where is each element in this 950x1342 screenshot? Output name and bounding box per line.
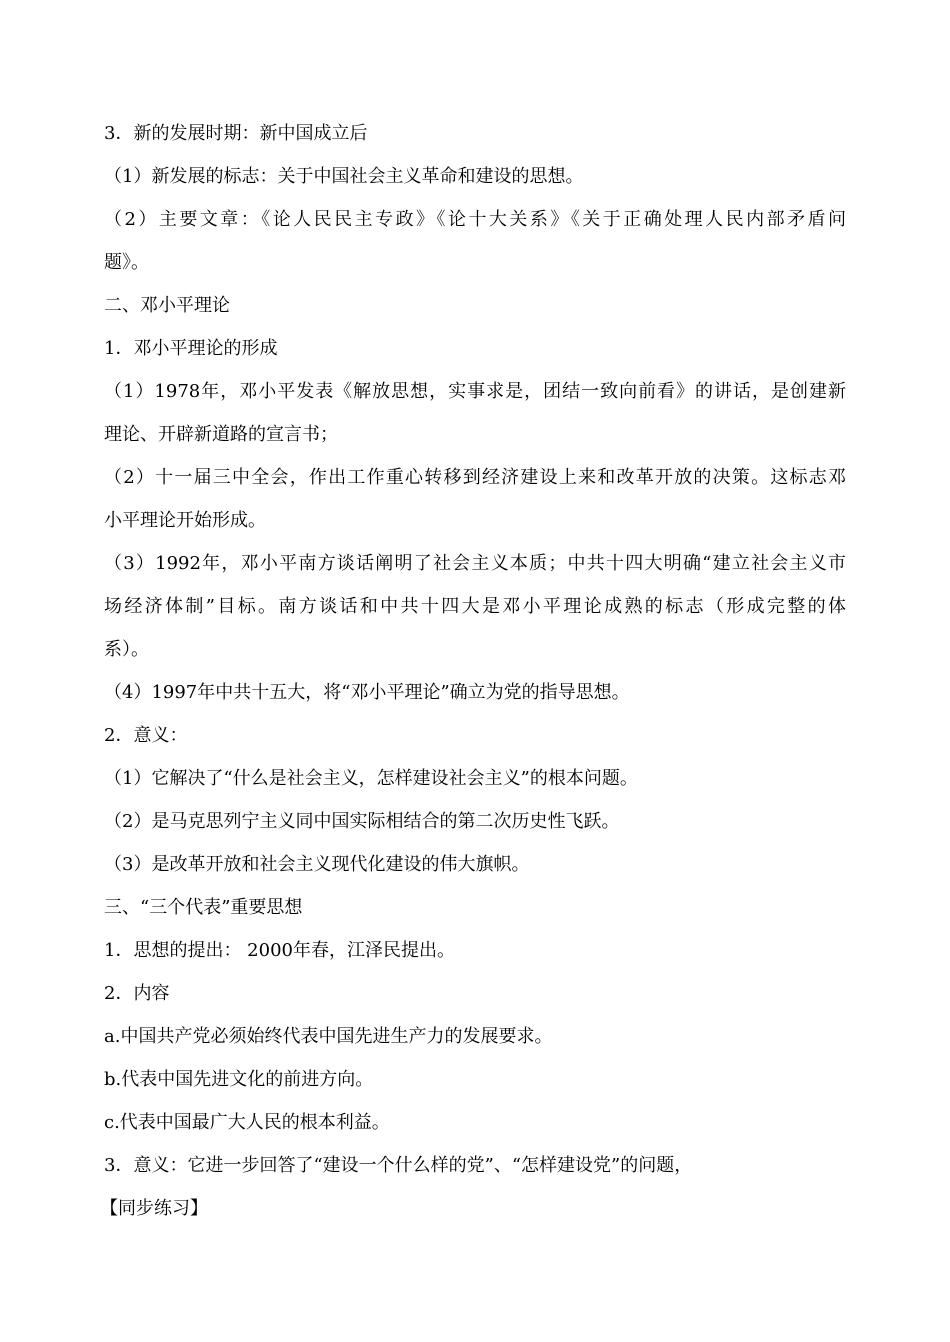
- text-line: 场经济体制”目标。南方谈话和中共十四大是邓小平理论成熟的标志（形成完整的体: [104, 596, 846, 617]
- section-heading-three-represents: 三、“三个代表”重要思想: [104, 897, 303, 918]
- text-line: （3）1992年，邓小平南方谈话阐明了社会主义本质；中共十四大明确“建立社会主义市: [104, 553, 846, 574]
- section-heading-deng-theory: 二、邓小平理论: [104, 295, 230, 316]
- subheading-content: 2．内容: [104, 983, 170, 1004]
- heading-new-development-period: 3．新的发展时期：新中国成立后: [104, 123, 368, 144]
- document-body: [100, 112, 846, 1230]
- text-line: 1．思想的提出： 2000年春，江泽民提出。: [104, 940, 455, 961]
- text-line: 3．意义：它进一步回答了“建设一个什么样的党”、“怎样建设党”的问题，: [104, 1155, 693, 1176]
- list-item-b: b.代表中国先进文化的前进方向。: [104, 1069, 374, 1090]
- text-line: （2）十一届三中全会，作出工作重心转移到经济建设上来和改革开放的决策。这标志邓: [104, 467, 846, 488]
- text-line: （2）是马克思列宁主义同中国实际相结合的第二次历史性飞跃。: [104, 811, 620, 832]
- text-line: （4）1997年中共十五大，将“邓小平理论”确立为党的指导思想。: [104, 682, 630, 703]
- text-line: （1）它解决了“什么是社会主义，怎样建设社会主义”的根本问题。: [104, 768, 638, 789]
- subheading-significance: 2．意义：: [104, 725, 188, 746]
- text-line: 小平理论开始形成。: [104, 510, 266, 531]
- text-line: 理论、开辟新道路的宣言书；: [104, 424, 338, 445]
- subheading-formation: 1．邓小平理论的形成: [104, 338, 278, 359]
- text-line: （2）主要文章：《论人民民主专政》《论十大关系》《关于正确处理人民内部矛盾问: [104, 209, 846, 230]
- text-line: 系）。: [104, 639, 149, 660]
- list-item-c: c.代表中国最广大人民的根本利益。: [104, 1112, 390, 1133]
- section-heading-practice: 【同步练习】: [100, 1198, 208, 1219]
- text-line: （3）是改革开放和社会主义现代化建设的伟大旗帜。: [104, 854, 530, 875]
- text-line: （1）1978年，邓小平发表《解放思想，实事求是，团结一致向前看》的讲话，是创建新: [104, 381, 846, 402]
- text-line: （1）新发展的标志：关于中国社会主义革命和建设的思想。: [104, 166, 584, 187]
- list-item-a: a.中国共产党必须始终代表中国先进生产力的发展要求。: [104, 1026, 553, 1047]
- text-line: 题》。: [104, 252, 149, 273]
